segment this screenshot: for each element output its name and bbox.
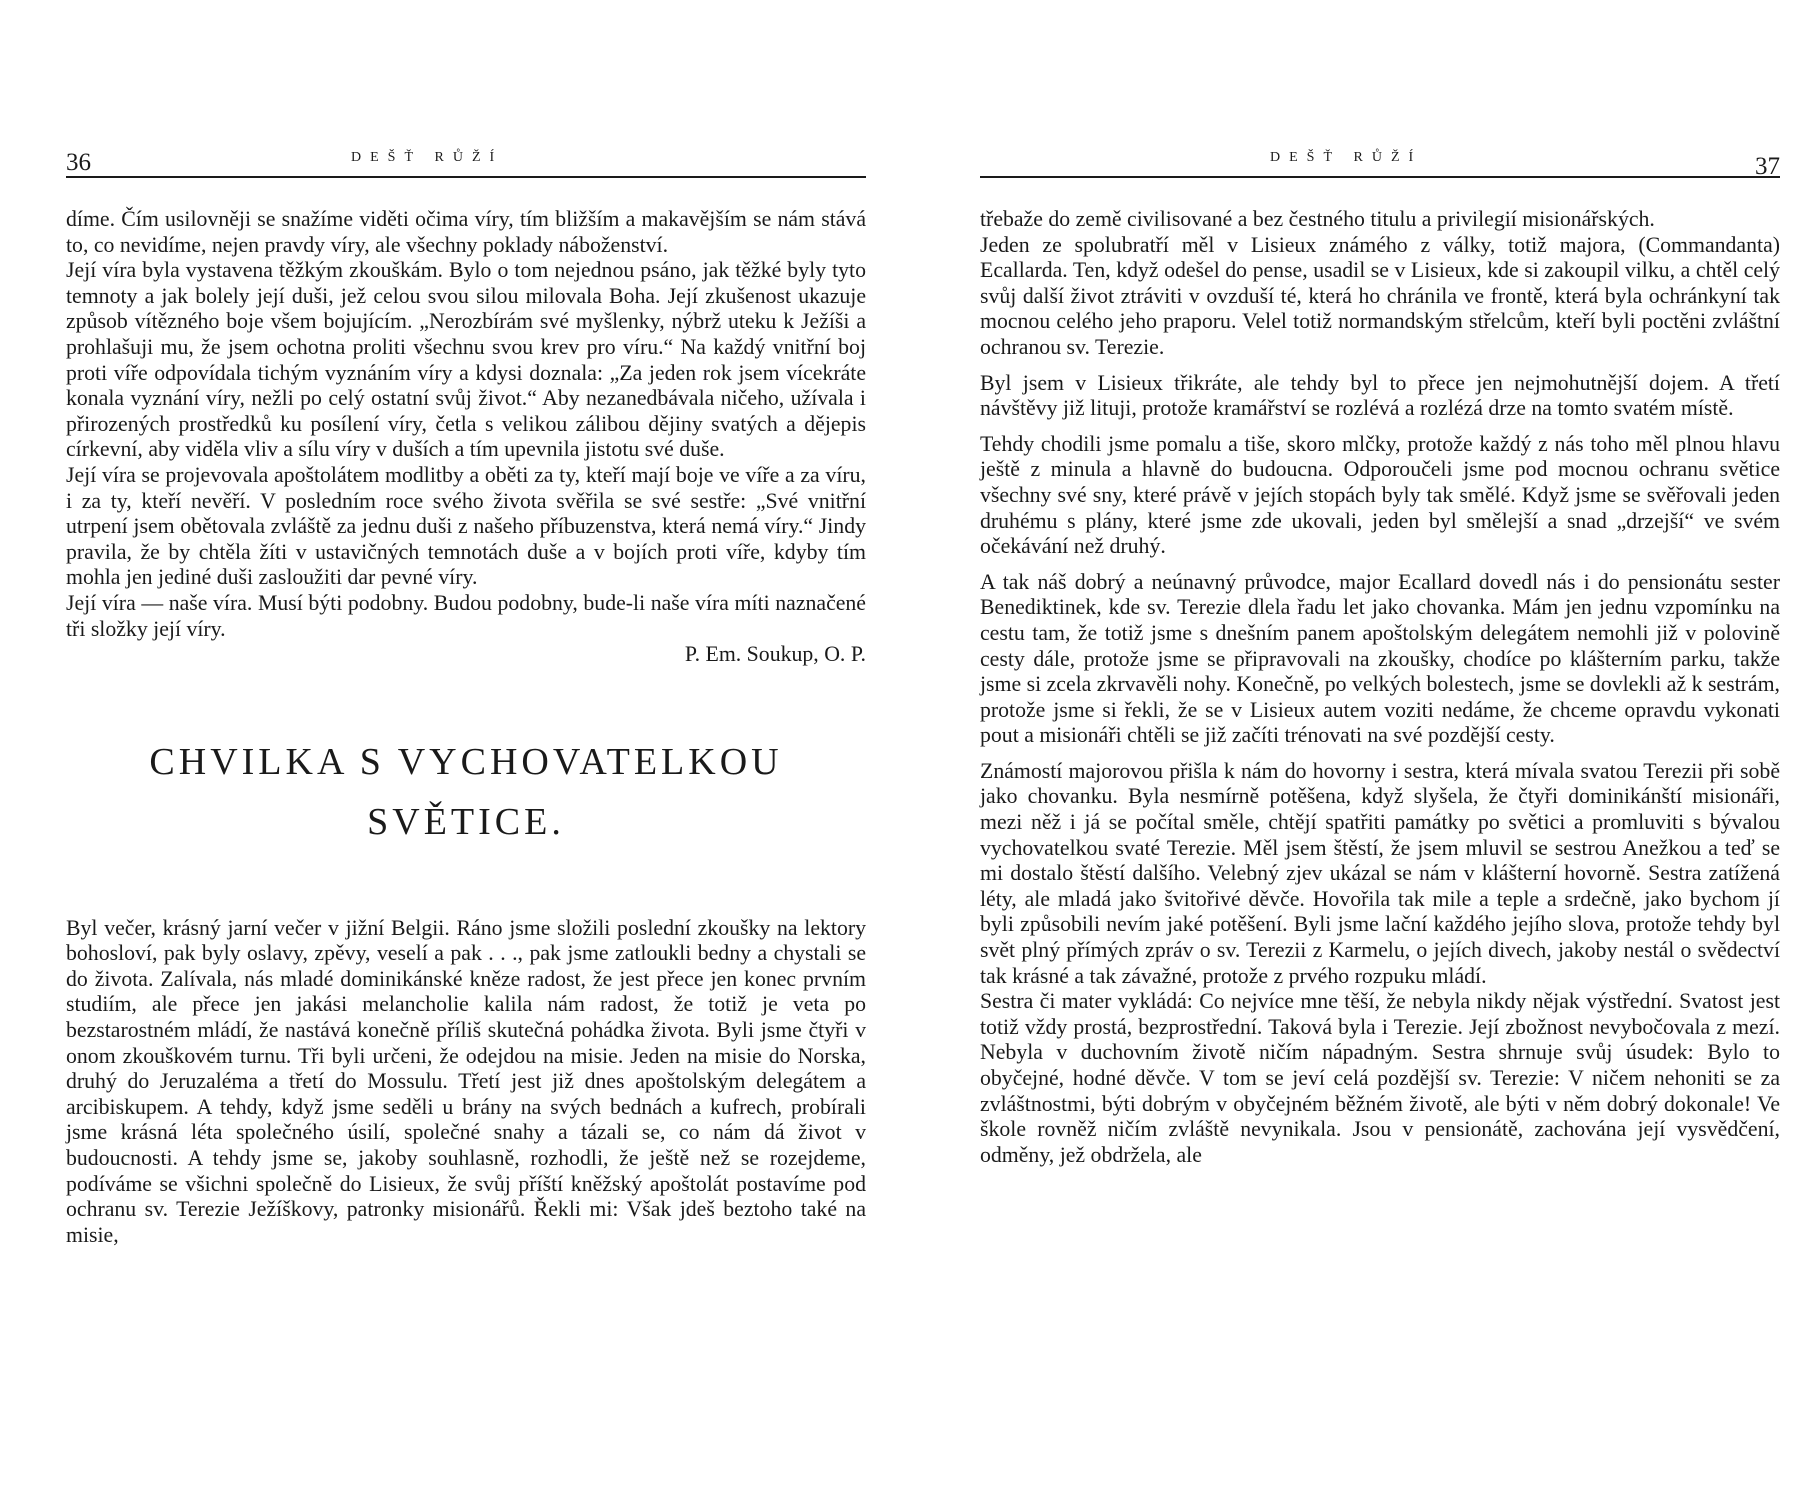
paragraph: Známostí majorovou přišla k nám do hovorny i sestra, která mívala svatou Terezii při sobě jako chovanku. Byla nesmírně potěšena, když slyšela, že čtyři dominikánští misionáři, mezi něž i já se počítal směle, chtějí spatřiti památky po světici a promluviti s bývalou vychovatelkou svaté Terezie. Měl jsem štěstí, že jsem mluvil se sestrou Anežkou a teď se mi dostalo štěstí dalšího. Velebný zjev ukázal se nám v klášterní hovorně. Sestra zatížená léty, ale mladá jako švitořivé děvče. Hovořila tak mile a teple a srdečně, jako bychom jí byli způsobili nevím jaké potěšení. Byli jsme lační každého jejího slova, protože tehdy byl svět plný přímých zpráv o sv. Terezii z Karmelu, o jejích divech, jakoby nestál o svědectví tak krásné a tak závažné, protože z prvého rozpuku mládí. [980, 758, 1780, 988]
paragraph: Její víra — naše víra. Musí býti podobny. Budou podobny, bude-li naše víra míti naznačené tři složky její víry. [66, 590, 866, 641]
paragraph: Byl večer, krásný jarní večer v jižní Belgii. Ráno jsme složili poslední zkoušky na lektory bohosloví, pak byly oslavy, zpěvy, veselí a pak . . ., pak jsme zatloukli bedny a chystali se do života. Zalívala, nás mladé dominikánské kněze radost, že jest přece jen konec prvním studiím, ale přece jen jakási melancholie kalila nám radost, že totiž je veta po bezstarostném mládí, že nastává konečně příliš skutečná pohádka života. Byli jsme čtyři v onom zkouškovém turnu. Tři byli určeni, že odejdou na misie. Jeden na misie do Norska, druhý do Jeruzaléma a třetí do Mossulu. Třetí jest již dnes apoštolským delegátem a arcibiskupem. A tehdy, když jsme seděli u brány na svých bednách a kufrech, probírali jsme krásná léta společného úsilí, společné snahy a tázali se, co nám dá život v budoucnosti. A tehdy jsme se, jakoby souhlasně, rozhodli, že ještě než se rozejdeme, podíváme se všichni společně do Lisieux, že svůj příští kněžský apoštolát postavíme pod ochranu sv. Terezie Ježíškovy, patronky misionářů. Řekli mi: Však jdeš beztoho také na misie, [66, 915, 866, 1247]
left-page [66, 0, 866, 1500]
paragraph: Jeden ze spolubratří měl v Lisieux známého z války, totiž majora, (Commandanta) Ecallarda. Ten, když odešel do pense, usadil se v Lisieux, kde si zakoupil vilku, a chtěl celý svůj další život ztráviti v ovzduší té, která ho chránila ve frontě, která byla ochránkyní tak mocnou celého jeho praporu. Velel totiž normandským střelcům, kteří byli poctěni zvláštní ochranou sv. Terezie. [980, 232, 1780, 359]
left-page-header [66, 140, 866, 180]
paragraph: A tak náš dobrý a neúnavný průvodce, major Ecallard dovedl nás i do pensionátu sester Benediktinek, kde sv. Terezie dlela řadu let jako chovanka. Mám jen jednu vzpomínku na cestu tam, že totiž jsme s dnešním panem apoštolským delegátem nemohli již v polovině cesty dále, protože jsme se připravovali na zkoušky, chodíce po klášterním parku, takže jsme si zcela zkrvavěli nohy. Konečně, po velkých bolestech, jsme se dovlekli až k sestrám, protože jsme si řekli, že se v Lisieux autem voziti nedáme, že chceme opravdu vykonati pout a misionáři chtěli se již začíti trénovati na své pozdější cesty. [980, 569, 1780, 748]
running-head: DEŠŤ RŮŽÍ [351, 150, 504, 165]
page-number: 37 [1755, 153, 1780, 180]
header-rule [66, 176, 866, 178]
article-signature: P. Em. Soukup, O. P. [684, 642, 866, 667]
right-page [980, 0, 1780, 1500]
page-number: 36 [66, 149, 91, 176]
article-title [66, 732, 866, 852]
paragraph: Byl jsem v Lisieux třikráte, ale tehdy byl to přece jen nejmohutnější dojem. A třetí návštěvy již lituji, protože kramářství se rozlévá a rozlézá drze na tomto svatém místě. [980, 370, 1780, 421]
paragraph: Její víra se projevovala apoštolátem modlitby a oběti za ty, kteří mají boje ve víře a za víru, i za ty, kteří nevěří. V posledním roce svého života svěřila se své sestře: „Své vnitřní utrpení jsem obětovala zvláště za jednu duši z našeho příbuzenstva, která nemá víry.“ Jindy pravila, že by chtěla žíti v ustavičných temnotách duše a v bojích proti víře, kdyby tím mohla jen jediné duši zasloužiti dar pevné víry. [66, 462, 866, 590]
paragraph: Sestra či mater vykládá: Co nejvíce mne těší, že nebyla nikdy nějak výstřední. Svatost jest totiž vždy prostá, bezprostřední. Taková byla i Terezie. Její zbožnost nevybočovala z mezí. Nebyla v duchovním životě ničím nápadným. Sestra shrnuje svůj úsudek: Bylo to obyčejné, hodné děvče. V tom se jeví celá pozdější sv. Terezie: V ničem nehoniti se za zvláštnostmi, býti dobrým v obyčejném běžném životě, ale býti v něm dobrý dokonale! Ve škole rovněž ničím zvláště nevynikala. Jsou v pensionátě, zachována její vysvědčení, odměny, jež obdržela, ale [980, 989, 1780, 1167]
right-page-body [980, 207, 1780, 1168]
right-page-header [980, 140, 1780, 180]
running-head: DEŠŤ RŮŽÍ [1270, 150, 1423, 165]
paragraph: díme. Čím usilovněji se snažíme viděti očima víry, tím bližším a makavějším se nám stává to, co nevidíme, nejen pravdy víry, ale všechny poklady náboženství. [66, 207, 866, 257]
paragraph: Její víra byla vystavena těžkým zkouškám. Bylo o tom nejednou psáno, jak těžké byly tyto temnoty a jak bolely její duši, jež celou svou silou milovala Boha. Její zkušenost ukazuje způsob vítězného boje všem bojujícím. „Nerozbírám své myšlenky, nýbrž uteku k Ježíši a prohlašuji mu, že jsem ochotna proliti všechnu svou krev pro víru.“ Na každý vnitřní boj proti víře odpovídala tichým vyznáním víry a kdysi doznala: „Za jeden rok jsem vícekráte konala vyznání víry, nežli po celý ostatní svůj život.“ Aby nezanedbávala ničeho, užívala i přirozených prostředků ku posílení víry, četla s velikou zálibou dějiny svatých a dějepis církevní, aby viděla vliv a sílu víry v duších a tím upevnila jistotu své duše. [66, 258, 866, 462]
left-page-body [66, 207, 866, 1248]
paragraph: třebaže do země civilisované a bez čestného titulu a privilegií misionářských. [980, 207, 1655, 231]
article-title-line: SVĚTICE. [367, 800, 565, 843]
paragraph: Tehdy chodili jsme pomalu a tiše, skoro mlčky, protože každý z nás toho měl plnou hlavu ještě z minula a hlavně do budoucna. Odporoučeli jsme pod mocnou ochranu světice všechny své sny, které právě v jejích stopách byly tak smělé. Když jsme se svěřovali jeden druhému s plány, které jsme zde ukovali, jeden byl smělejší a snad „drzejší“ ve svém očekávání než druhý. [980, 431, 1780, 559]
article-title-line: CHVILKA S VYCHOVATELKOU [149, 740, 783, 783]
header-rule [980, 176, 1780, 178]
